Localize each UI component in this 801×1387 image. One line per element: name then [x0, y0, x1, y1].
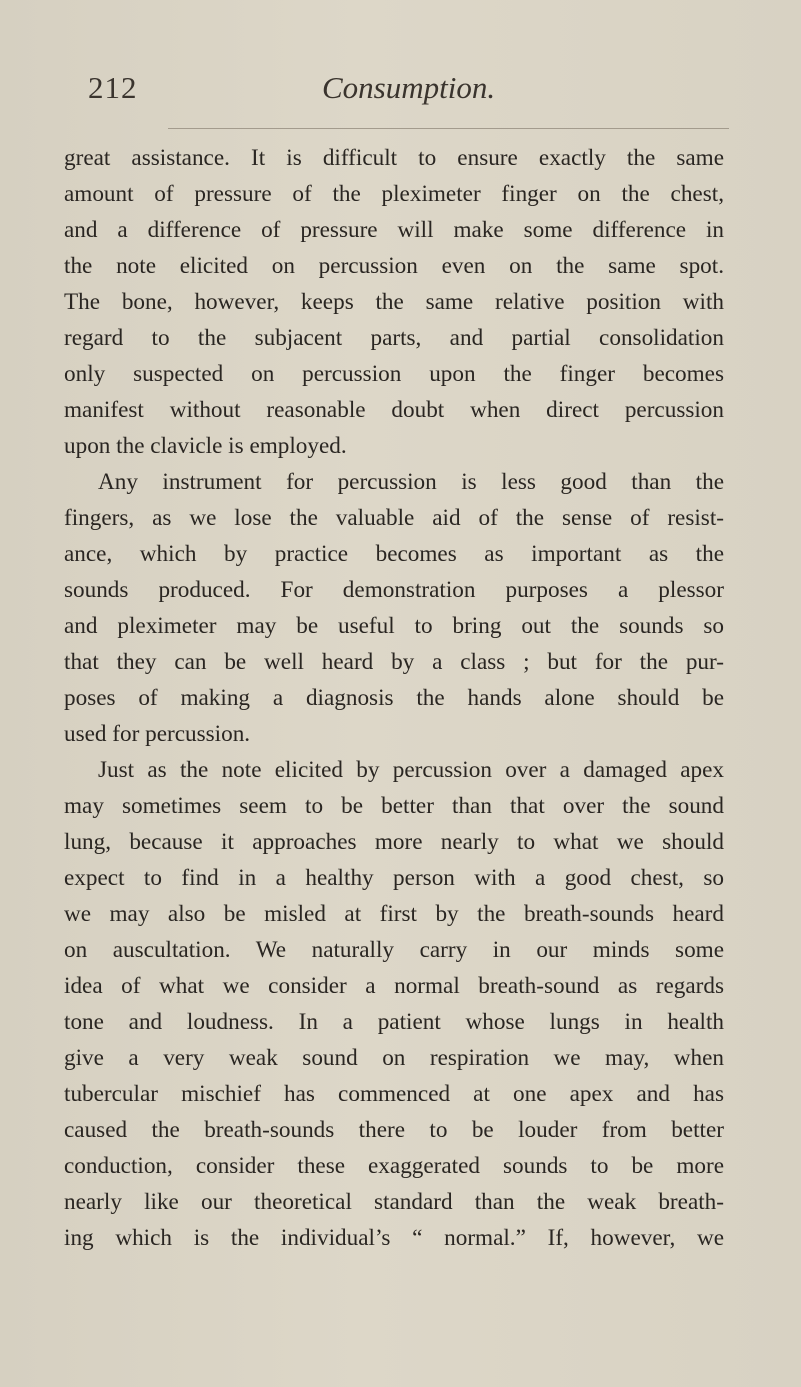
text-line: that they can be well heard by a class ; but for the pur- [64, 649, 724, 675]
text-line: tone and loudness. In a patient whose lungs in health [64, 1009, 724, 1035]
text-line: idea of what we consider a normal breath-sound as regards [64, 973, 724, 999]
text-line: Any instrument for percussion is less good than the [98, 469, 724, 495]
text-line: Just as the note elicited by percussion over a damaged apex [98, 757, 724, 783]
text-line: only suspected on percussion upon the finger becomes [64, 361, 724, 387]
header-rule [168, 128, 729, 129]
text-line: The bone, however, keeps the same relative position with [64, 289, 724, 315]
text-line: used for percussion. [64, 721, 251, 747]
text-line: poses of making a diagnosis the hands alone should be [64, 685, 724, 711]
text-line: regard to the subjacent parts, and partial consolidation [64, 325, 724, 351]
text-line: give a very weak sound on respiration we may, when [64, 1045, 724, 1071]
text-line: on auscultation. We naturally carry in our minds some [64, 937, 724, 963]
text-line: ing which is the individual’s “ normal.” If, however, we [64, 1225, 724, 1251]
text-line: fingers, as we lose the valuable aid of the sense of resist- [64, 505, 724, 531]
text-line: we may also be misled at first by the breath-sounds heard [64, 901, 724, 927]
text-line: expect to find in a healthy person with a good chest, so [64, 865, 724, 891]
text-line: caused the breath-sounds there to be louder from better [64, 1117, 724, 1143]
text-line: sounds produced. For demonstration purposes a plessor [64, 577, 724, 603]
text-line: upon the clavicle is employed. [64, 433, 347, 459]
running-head [64, 0, 729, 118]
text-line: lung, because it approaches more nearly to what we should [64, 829, 724, 855]
text-line: conduction, consider these exaggerated sounds to be more [64, 1153, 724, 1179]
running-title: Consumption. [322, 70, 496, 105]
page-number: 212 [88, 70, 138, 105]
text-line: ance, which by practice becomes as important as the [64, 541, 724, 567]
text-line: and pleximeter may be useful to bring out the sounds so [64, 613, 724, 639]
text-line: tubercular mischief has commenced at one apex and has [64, 1081, 724, 1107]
body-text [64, 140, 724, 1256]
text-line: amount of pressure of the pleximeter finger on the chest, [64, 181, 724, 207]
text-line: nearly like our theoretical standard than the weak breath- [64, 1189, 724, 1215]
text-line: manifest without reasonable doubt when direct percussion [64, 397, 724, 423]
text-line: great assistance. It is difficult to ensure exactly the same [64, 145, 724, 171]
text-line: and a difference of pressure will make some difference in [64, 217, 724, 243]
text-line: may sometimes seem to be better than that over the sound [64, 793, 724, 819]
text-line: the note elicited on percussion even on the same spot. [64, 253, 724, 279]
